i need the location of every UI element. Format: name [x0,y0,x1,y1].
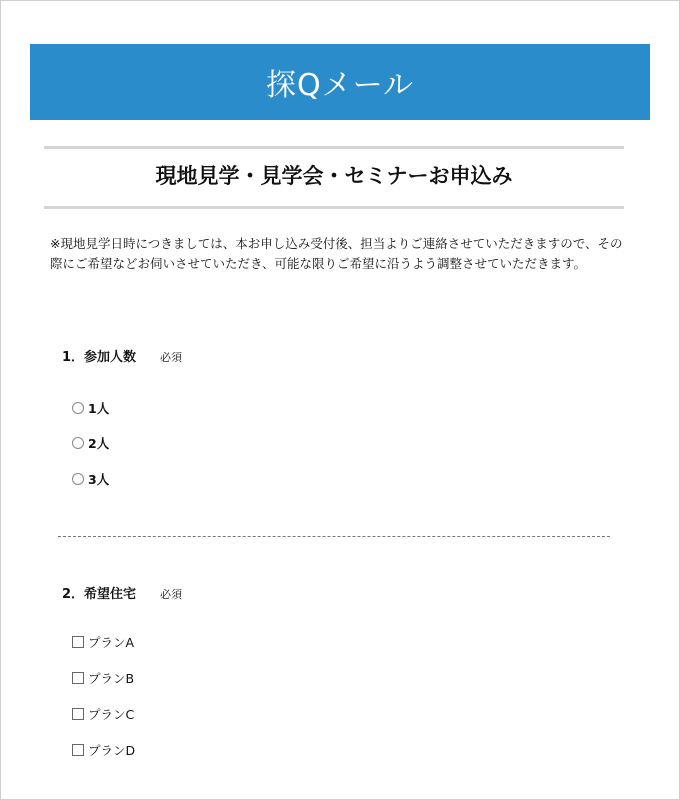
checkbox-option-a[interactable] [72,633,134,651]
question-1 [62,346,182,365]
form-title: 現地見学・見学会・セミナーお申込み [155,164,513,188]
option-label: 3人 [88,472,110,487]
option-label: プランA [88,635,135,650]
option-label: プランB [88,671,135,686]
question-2 [62,583,182,602]
option-label: 1人 [88,401,110,416]
checkbox-option-b[interactable] [72,669,134,687]
option-label: プランD [88,743,136,758]
radio-option-2[interactable] [72,434,109,452]
divider [44,206,624,209]
radio-option-3[interactable] [72,470,109,488]
checkbox-icon[interactable] [72,744,84,756]
option-label: プランC [88,707,135,722]
radio-icon[interactable] [72,402,84,414]
radio-icon[interactable] [72,473,84,485]
required-badge: 必須 [160,351,183,364]
checkbox-icon[interactable] [72,672,84,684]
question-label: 1．参加人数 [62,350,137,365]
dashed-divider [58,536,610,537]
radio-icon[interactable] [72,437,84,449]
question-label: 2．希望住宅 [62,587,137,602]
required-badge: 必須 [160,588,183,601]
app-header [30,44,650,120]
checkbox-option-c[interactable] [72,705,134,723]
radio-option-1[interactable] [72,399,109,417]
checkbox-icon[interactable] [72,636,84,648]
option-label: 2人 [88,436,110,451]
app-title: 探Qメール [265,68,414,103]
divider [44,146,624,149]
form-note: ※現地見学日時につきましては、本お申し込み受付後、担当よりご連絡させていただきますので、その際にご希望などお伺いさせていただき、可能な限りご希望に沿うよう調整させていただきます。 [50,236,623,271]
checkbox-option-d[interactable] [72,741,135,759]
checkbox-icon[interactable] [72,708,84,720]
